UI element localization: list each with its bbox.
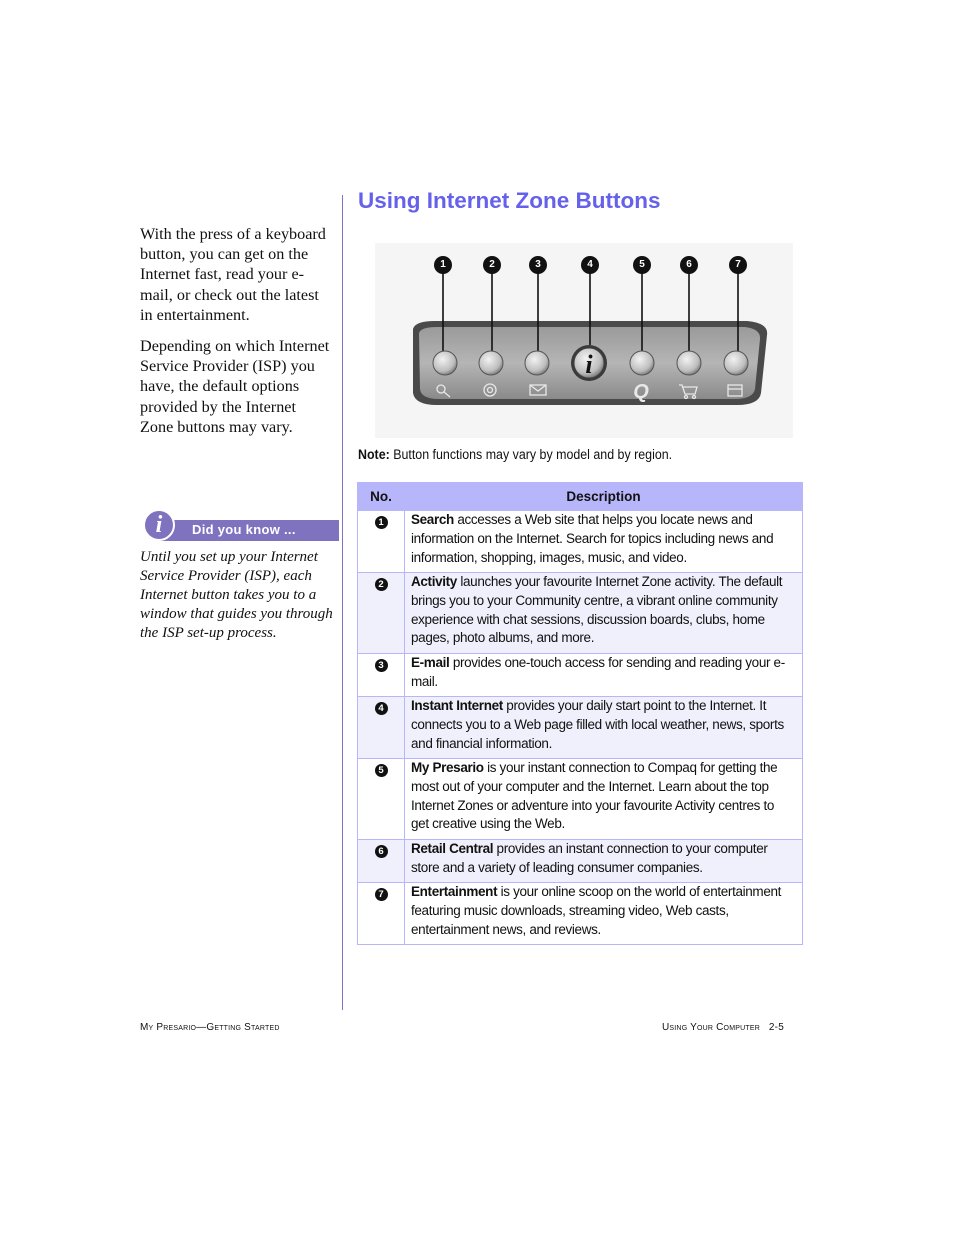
note	[358, 447, 672, 462]
callout-5: 5	[633, 256, 651, 274]
sidebar-paragraph-1: With the press of a keyboard button, you can get on the Internet fast, read your e-mail, or check out the latest in entertainment.	[140, 225, 326, 324]
table-row	[358, 759, 803, 840]
callout-3: 3	[529, 256, 547, 274]
retail-central-button	[677, 351, 701, 375]
page-title: Using Internet Zone Buttons	[358, 188, 661, 213]
row-term: Instant Internet	[411, 698, 503, 713]
callout-1: 1	[434, 256, 452, 274]
footer-left: My Presario—Getting Started	[140, 1022, 280, 1033]
q-logo-icon: Q	[633, 381, 649, 403]
sidebar-paragraph-2: Depending on which Internet Service Provider (ISP) you have, the default options provided by the Internet Zone buttons may vary.	[140, 337, 330, 436]
callout-4: 4	[581, 256, 599, 274]
did-you-know-text: Until you set up your Internet Service Provider (ISP), each Internet button takes you to a window that guides you through the ISP set-up process.	[140, 549, 333, 641]
row-description: provides one-touch access for sending and reading your e-mail.	[411, 655, 785, 689]
row-description: launches your favourite Internet Zone activity. The default brings you to your Community centre, a vibrant online community experience with chat sessions, discussion boards, clubs, home pages, photo albums, and more.	[411, 574, 783, 646]
row-number: 7	[375, 888, 388, 901]
row-description: is your instant connection to Compaq for getting the most out of your computer and the Internet. Learn about the top Internet Zones or adventure into your favourite Activity centres to get creative using the Web.	[411, 760, 778, 832]
row-number: 6	[375, 845, 388, 858]
page-number: 2-5	[768, 1022, 784, 1033]
email-button	[525, 351, 549, 375]
my-presario-button	[630, 351, 654, 375]
row-description: accesses a Web site that helps you locate news and information on the Internet. Search for topics including news and information, shopping, images, music, and video.	[411, 512, 774, 565]
row-number: 3	[375, 659, 388, 672]
entertainment-button	[724, 351, 748, 375]
callout-7: 7	[729, 256, 747, 274]
activity-button	[479, 351, 503, 375]
info-icon: i	[143, 509, 175, 541]
row-term: Entertainment	[411, 884, 498, 899]
callout-2: 2	[483, 256, 501, 274]
table-row	[358, 840, 803, 883]
table-row	[358, 654, 803, 697]
row-term: E-mail	[411, 655, 450, 670]
row-term: Activity	[411, 574, 457, 589]
column-divider	[342, 195, 343, 1010]
row-description: is your online scoop on the world of entertainment featuring music downloads, streaming video, Web casts, entertainment news, and reviews.	[411, 884, 782, 937]
table-header-row	[358, 483, 803, 511]
search-button	[433, 351, 457, 375]
footer-section: Using Your Computer	[662, 1022, 760, 1033]
row-description: provides your daily start point to the Internet. It connects you to a Web page filled with local weather, news, sports and financial information.	[411, 698, 784, 751]
row-term: My Presario	[411, 760, 484, 775]
table-row	[358, 573, 803, 654]
row-number: 4	[375, 702, 388, 715]
note-text: Button functions may vary by model and by region.	[389, 447, 673, 462]
did-you-know-label: Did you know ...	[192, 522, 296, 537]
button-functions-table	[357, 482, 803, 945]
row-term: Retail Central	[411, 841, 494, 856]
row-description: provides an instant connection to your computer store and a variety of leading consumer companies.	[411, 841, 768, 875]
column-header-no: No.	[358, 483, 405, 511]
footer-right	[662, 1022, 784, 1033]
row-number: 5	[375, 764, 388, 777]
note-label: Note:	[358, 447, 390, 462]
row-number: 1	[375, 516, 388, 529]
info-i-icon: i	[585, 350, 593, 379]
row-term: Search	[411, 512, 454, 527]
sidebar-text	[140, 224, 330, 448]
column-header-description: Description	[405, 483, 803, 511]
row-number: 2	[375, 578, 388, 591]
callout-6: 6	[680, 256, 698, 274]
table-row	[358, 697, 803, 759]
table-row	[358, 883, 803, 945]
did-you-know-banner	[141, 507, 340, 543]
table-row	[358, 511, 803, 573]
internet-zone-buttons-figure	[375, 243, 793, 438]
